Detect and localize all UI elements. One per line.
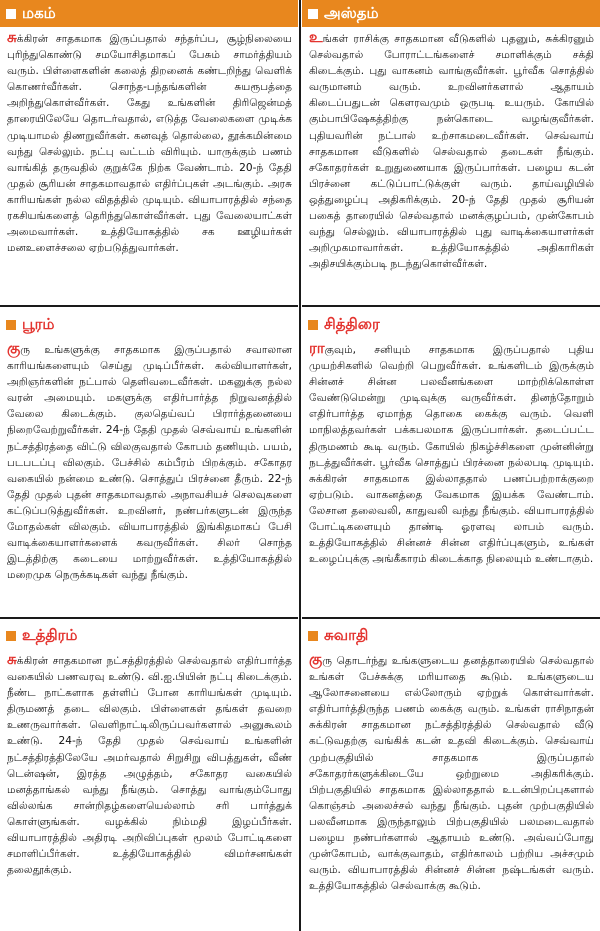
square-bullet-icon [308, 9, 318, 19]
square-bullet-icon [6, 631, 16, 641]
section-body [302, 338, 600, 567]
section-text: க்கிரன் சாதகமான நட்சத்திரத்தில் செல்வதால் எதிர்பார்த்த வகையில் பணவரவு உண்டு. வி.ஐ.பியின் நட்பு கிடைக்கும். நீண்ட நாட்களாக தள்ளிப் போன காரியங்கள் முடியும். திருமணத் தடை விலகும். பிள்ளைகள் தங்கள் தவறை உணருவார்கள். வெளிநாட்டிலிருப்பவர்களால் அனுகூலம் உண்டு. 24-ந் தேதி முதல் செவ்வாய் உங்களின் நட்சத்திரத்திலேயே அமர்வதால் சிறுசிறு விபத்துகள், வீண் டென்ஷன், இரத்த அழுத்தம், சகோதர வகையில் மனத்தாங்கல் வந்து நீங்கும். சொத்து வாங்கும்போது வில்லங்க சான்றிதழ்களையெல்லாம் சரி பார்த்துக் கொள்ளுங்கள். வழக்கில் நிம்மதி இழப்பீர்கள். வியாபாரத்தில் அதிரடி அறிவிப்புகள் மூலம் போட்டிகளை சமாளிப்பீர்கள். உத்தியோகத்தில் விமர்சனங்கள் தலைதூக்கும். [7, 655, 292, 877]
section-chithirai [302, 311, 600, 613]
drop-cap: சு [7, 650, 17, 668]
section-rule [0, 305, 298, 307]
section-body [0, 649, 298, 878]
section-rule [0, 617, 298, 619]
section-rule [302, 305, 600, 307]
section-header [302, 311, 600, 338]
section-body [0, 27, 298, 256]
section-pooram [0, 311, 298, 613]
section-title: சுவாதி [324, 626, 369, 644]
square-bullet-icon [308, 631, 318, 641]
square-bullet-icon [308, 320, 318, 330]
section-rule [302, 617, 600, 619]
drop-cap: கு [7, 339, 21, 357]
section-title: பூரம் [22, 315, 55, 333]
section-title: மகம் [22, 4, 56, 22]
section-swathi [302, 622, 600, 931]
section-text: க்கிரன் சாதகமாக இருப்பதால் சந்தர்ப்ப, சூழ்நிலையை புரிந்துகொண்டு சமயோசிதமாகப் பேசும் சாமர்த்தியம் வரும். பிள்ளைகளின் கலைத் திறனைக் கண்டறிந்து வெளிக் கொணர்வீர்கள். சொந்த-பந்தங்களின் சுயரூபத்தை அறிந்துகொள்வீர்கள். கேது உங்களின் திரிஜென்மத் தாரையிலேயே தொடர்வதால், எடுத்த வேலைகளை முடிக்க முடியாமல் திணறுவீர்கள். கனவுத் தொல்லை, தூக்கமின்மை வந்து செல்லும். நட்பு வட்டம் விரியும். யாருக்கும் பணம் வாங்கித் தருவதில் குறுக்கே நிற்க வேண்டாம். 20-ந் தேதி முதல் சூரியன் சாதகமாவதால் எதிர்ப்புகள் அடங்கும். அரசு காரியங்கள் நல்ல விதத்தில் முடியும். வியாபாரத்தில் சந்தை ரகசியங்களைத் தெரிந்துகொள்வீர்கள். புது வேலையாட்கள் அமைவார்கள். உத்தியோகத்தில் சக ஊழியர்கள் மனஉளைச்சலை ஏற்படுத்துவார்கள். [7, 33, 292, 255]
section-header [302, 622, 600, 649]
column-divider [299, 0, 301, 931]
section-header [0, 311, 298, 338]
section-text: குவும், சனியும் சாதகமாக இருப்பதால் புதிய முயற்சிகளில் வெற்றி பெறுவீர்கள். உங்களிடம் இருக்கும் சின்னச் சின்ன பலவீனங்களை மாற்றிக்கொள்ள வேண்டுமென்று முடிவுக்கு வருவீர்கள். தினந்தோறும் எதிர்பார்த்த ஏமாந்த தொகை கைக்கு வரும். வெளி மாநிலத்தவர்கள் பக்கபலமாக இருப்பார்கள். தடைப்பட்ட திருமணம் கூடி வரும். கோயில் நிகழ்ச்சிகளை முன்னின்று நடத்துவீர்கள். பூர்வீக சொத்துப் பிரச்னை நல்லபடி முடியும். சுக்கிரன் சாதகமாக இல்லாததால் பணப்பற்றாக்குறை ஏற்படும். வாகனத்தை வேகமாக இயக்க வேண்டாம். லேசான தலைவலி, காதுவலி வந்து நீங்கும். வியாபாரத்தில் போட்டிகளையும் தாண்டி ஓரளவு லாபம் வரும். உத்தியோகத்தில் சின்னச் சின்ன எதிர்ப்புகளும், உங்கள் உழைப்புக்கு அங்கீகாரம் கிடைக்காத நிலையும் உண்டாகும். [309, 344, 594, 566]
section-text: ங்கள் ராசிக்கு சாதகமான வீடுகளில் புதனும், சுக்கிரனும் செல்வதால் போராட்டங்களைச் சமாளிக்கும் சக்தி கிடைக்கும். புது வாகனம் வாங்குவீர்கள். பூர்வீக சொத்தில் வருமானம் வரும். உறவினர்களால் ஆதாயம் கிடைப்பதுடன் கௌரவமும் ஒருபடி உயரும். கோயில் கும்பாபிஷேகத்திற்கு நன்கொடை வழங்குவீர்கள். புதியவரின் நட்பால் உற்சாகமடைவீர்கள். செவ்வாய் சாதகமான வீடுகளில் செல்வதால் தடைகள் நீங்கும். சகோதரர்கள் உறுதுணையாக இருப்பார்கள். பழைய கடன் பிரச்னை கட்டுப்பாட்டுக்குள் வரும். தாய்வழியில் ஒத்துழைப்பு அதிகரிக்கும். 20-ந் தேதி முதல் சூரியன் பகைத் தாரையில் செல்வதால் மனக்குழப்பம், முன்கோபம் வந்து செல்லும். வியாபாரத்தில் புது வாடிக்கையாளர்கள் அறிமுகமாவார்கள். உத்தியோகத்தில் அதிகாரிகள் அதிசயிக்கும்படி நடந்துகொள்வீர்கள். [309, 33, 594, 271]
square-bullet-icon [6, 9, 16, 19]
section-uthiram [0, 622, 298, 931]
square-bullet-icon [6, 320, 16, 330]
section-title: அஸ்தம் [324, 4, 379, 22]
section-magam [0, 0, 298, 304]
section-text: ரு உங்களுக்கு சாதகமாக இருப்பதால் சவாலான காரியங்களையும் செய்து முடிப்பீர்கள். கல்வியாளர்கள், அறிஞர்களின் நட்பால் தெளிவடைவீர்கள். மகனுக்கு நல்ல வரன் அமையும். மகளுக்கு எதிர்பார்த்த நிறுவனத்தில் வேலை கிடைக்கும். குலதெய்வப் பிரார்த்தனையை நிறைவேற்றுவீர்கள். 24-ந் தேதி முதல் செவ்வாய் உங்களின் நட்சத்திரத்தை விட்டு விலகுவதால் கோபம் தணியும். பயம், படபடப்பு விலகும். பேச்சில் கம்பீரம் பிறக்கும். சகோதர வகையில் நன்மை உண்டு. சொத்துப் பிரச்னை தீரும். 22-ந் தேதி முதல் புதன் சாதகமாவதால் அநாவசியச் செலவுகளை கட்டுப்படுத்துவீர்கள். உறவினர், நண்பர்களுடன் இருந்த மோதல்கள் விலகும். வியாபாரத்தில் இங்கிதமாகப் பேசி வாடிக்கையாளர்களைக் கவருவீர்கள். சிலர் சொந்த இடத்திற்கு கடையை மாற்றுவீர்கள். உத்தியோகத்தில் மறைமுக நெருக்கடிகள் வந்து நீங்கும். [7, 344, 292, 582]
section-text: ரு தொடர்ந்து உங்களுடைய தனத்தாரையில் செல்வதால் உங்கள் பேச்சுக்கு மரியாதை கூடும். உங்களுடைய ஆலோசனையை எல்லோரும் ஏற்றுக் கொள்வார்கள். எதிர்பார்த்திருந்த பணம் கைக்கு வரும். உங்கள் ராசிநாதன் சுக்கிரன் சாதகமான நட்சத்திரத்தில் செல்வதால் வீடு கட்டுவதற்கு வங்கிக் கடன் உதவி கிடைக்கும். செவ்வாய் முற்பகுதியில் சாதகமாக இருப்பதால் சகோதரர்களுக்கிடையே ஒற்றுமை அதிகரிக்கும். பிற்பகுதியில் சாதகமாக இல்லாததால் உடன்பிறப்புகளால் கொஞ்சம் அலைச்சல் வந்து நீங்கும். புதன் முற்பகுதியில் பலவீனமாக இருந்தாலும் பிற்பகுதியில் பலமடைவதால் பழைய நண்பர்களால் ஆதாயம் உண்டு. அவ்வப்போது முன்கோபம், வாக்குவாதம், எதிர்காலம் பற்றிய அச்சமும் வரும். வியாபாரத்தில் சின்னச் சின்ன நஷ்டங்கள் வரும். உத்தியோகத்தில் செல்வாக்கு கூடும். [309, 655, 594, 893]
section-title: உத்திரம் [22, 626, 78, 644]
section-title: சித்திரை [324, 315, 380, 333]
drop-cap: ரா [309, 339, 325, 357]
section-body [302, 27, 600, 272]
drop-cap: சு [7, 28, 17, 46]
section-body [302, 649, 600, 894]
section-header [0, 622, 298, 649]
drop-cap: கு [309, 650, 323, 668]
section-header [0, 0, 298, 27]
drop-cap: உ [309, 28, 323, 46]
section-astham [302, 0, 600, 304]
section-body [0, 338, 298, 583]
section-header [302, 0, 600, 27]
